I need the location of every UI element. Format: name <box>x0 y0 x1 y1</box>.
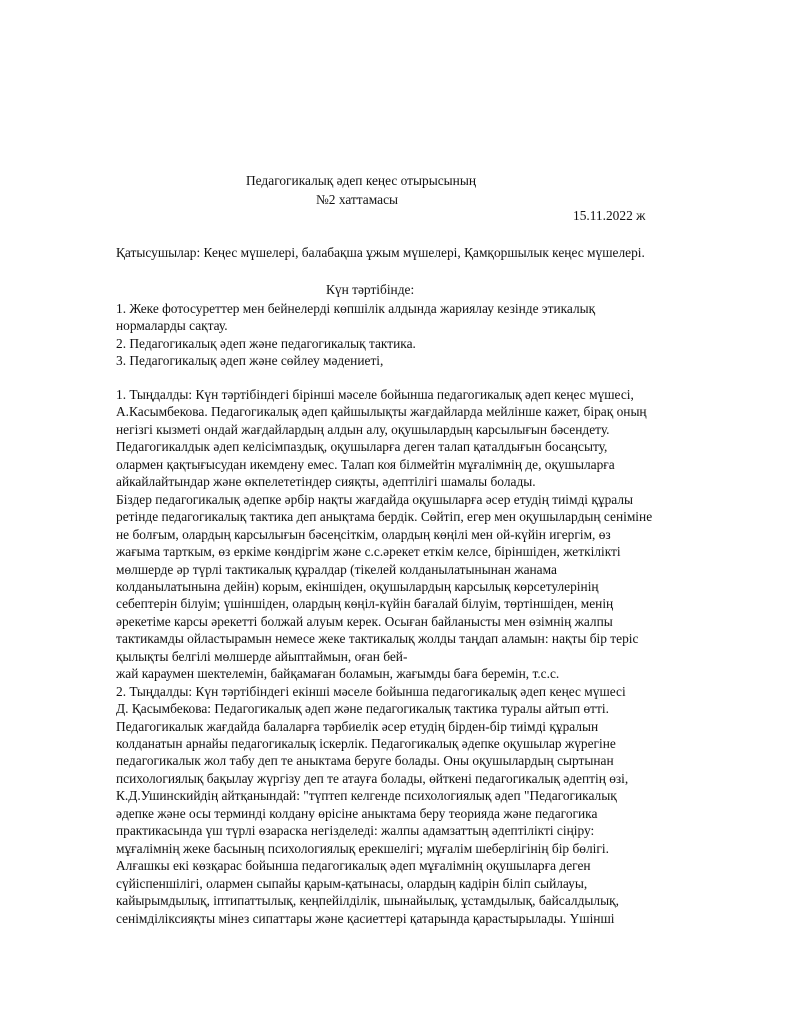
body-line: әдепке және осы терминді колдану өрісіне аныктама беру теорияда және педагогика <box>116 805 598 821</box>
body-line: 1. Тыңдалды: Күн тәртібіндегі бірінші мәселе бойынша педагогикалық әдеп кеңес мүшесі, <box>116 387 634 402</box>
body-line: қылықты белгілі мөлшерде айыптаймын, оған бей- <box>116 648 408 664</box>
body-line: Педагогикалдык әдеп келісімпаздық, оқушыларға деген талап қаталдығын босаңсыту, <box>116 439 608 455</box>
body-line: педагогикалык жол табу деп те аныктама беруге болады. Оны оқушылардың сыртынан <box>116 753 614 769</box>
body-line: ретінде педагогикалық тактика деп анықтама бердік. Сөйтіп, егер мен оқушылардың сеніміне <box>116 509 653 525</box>
body-line: айкайлайтындар және өкпелететіндер сияқты, әдептілігі шамалы болады. <box>116 474 536 490</box>
body-line: практикасында үш түрлі өзараска негізделеді: жалпы адамзаттың әдептілікті сіңіру: <box>116 823 595 839</box>
body-line: олармен қақтығысудан икемдену емес. Талап коя білмейтін мұғалімнің де, оқушыларға <box>116 456 615 472</box>
body-line: Біздер педагогикалық әдепке әрбір нақты жағдайда оқушыларға әсер етудің тиімді құралы <box>116 491 634 507</box>
body-line: негізгі кызметі ондай жағдайлардың алдын алу, оқушылардың карсылығын бәсендету. <box>116 421 610 437</box>
agenda-heading: Күн тәртібінде: <box>326 282 415 297</box>
participants-line: Қатысушылар: Кеңес мүшелері, балабақша ұжым мүшелері, Қамқоршылык кеңес мүшелері. <box>116 245 645 260</box>
body-line: Алғашкы екі көзқарас бойынша педагогикалық әдеп мұғалімнің оқушыларға деген <box>116 858 591 874</box>
agenda-item: 1. Жеке фотосуреттер мен бейнелерді көпшілік алдында жариялау кезінде этикалық <box>116 301 596 316</box>
body-line: сенімділіксияқты мінез сипаттары және қасиеттері қатарында қарастырылады. Үшінші <box>116 910 615 926</box>
agenda-item: 3. Педагогикалық әдеп және сөйлеу мәдениеті, <box>116 352 384 368</box>
body-line: колданатын арнайы педагогикалық іскерлік. Педагогикалық әдепке оқушылар жүрегіне <box>116 736 616 751</box>
agenda-item: 2. Педагогикалық әдеп және педагогикалық тактика. <box>116 335 416 351</box>
body-line: 2. Тыңдалды: Күн тәртібіндегі екінші мәселе бойынша педагогикалық әдеп кеңес мүшесі <box>116 683 626 699</box>
body-line: кайырымдылық, іптипаттылық, кеңпейілділік, шынайылық, ұстамдылық, байсалдылық, <box>116 893 619 909</box>
body-line: тактикамды ойластырамын немесе жеке тактикалық жолды таңдап аламын: нақты бір теріс <box>116 631 639 647</box>
protocol-date: 15.11.2022 ж <box>573 208 646 223</box>
body-line: колданылатынына дейін) корым, екіншіден, оқушылардың карсылық көрсетулерінің <box>116 578 599 594</box>
body-line: Д. Қасымбекова: Педагогикалық әдеп және педагогикалық тактика туралы айтып өтті. <box>116 701 609 717</box>
body-line: А.Касымбекова. Педагогикалық әдеп қайшылықты жағдайларда мейлінше кажет, бірақ оның <box>116 404 647 420</box>
body-line: әрекетіме карсы әрекетті болжай алуым керек. Осыған байланысты мен өзімнің жалпы <box>116 613 613 629</box>
body-line: мұғалімнің жеке басының психологиялық ерекшелігі; мұғалім шеберлігінің бір бөлігі. <box>116 840 609 856</box>
body-line: мөлшерде әр түрлі тактикалық құралдар (тікелей колданылатынынан жанама <box>116 561 557 577</box>
body-line: не болғым, олардың карсылығын бәсеңсіткім, олардың көңілі мен ой-күйін игергім, өз <box>116 526 611 542</box>
body-line: Педагогикалык жағдайда балаларға тәрбиелік әсер етудің бірден-бір тиімді құралын <box>116 718 599 734</box>
protocol-title-line-2: №2 хаттамасы <box>316 192 399 207</box>
agenda-item: нормаларды сақтау. <box>116 318 228 334</box>
body-line: жағыма тарткым, өз еркіме көндіргім және с.с.әрекет еткім келсе, біріншіден, жеткілікті <box>116 544 621 560</box>
body-line: жай караумен шектелемін, байқамаған боламын, жағымды баға беремін, т.с.с. <box>116 666 560 682</box>
body-line: себептерін білуім; үшіншіден, олардың көңіл-күйін бағалай білуім, төртіншіден, менің <box>116 596 614 612</box>
protocol-title-line-1: Педагогикалық әдеп кеңес отырысының <box>246 173 476 188</box>
body-line: психологиялық бақылау жүргізу деп те атауға болады, өйткені педагогикалық әдептің өзі, <box>116 770 629 786</box>
body-line: сүйіспеншілігі, олармен сыпайы қарым-қатынасы, олардың кадірін біліп сыйлауы, <box>116 875 588 891</box>
body-line: К.Д.Ушинскийдің айтқанындай: "түптеп келгенде психологиялық әдеп "Педагогикалық <box>116 788 617 804</box>
